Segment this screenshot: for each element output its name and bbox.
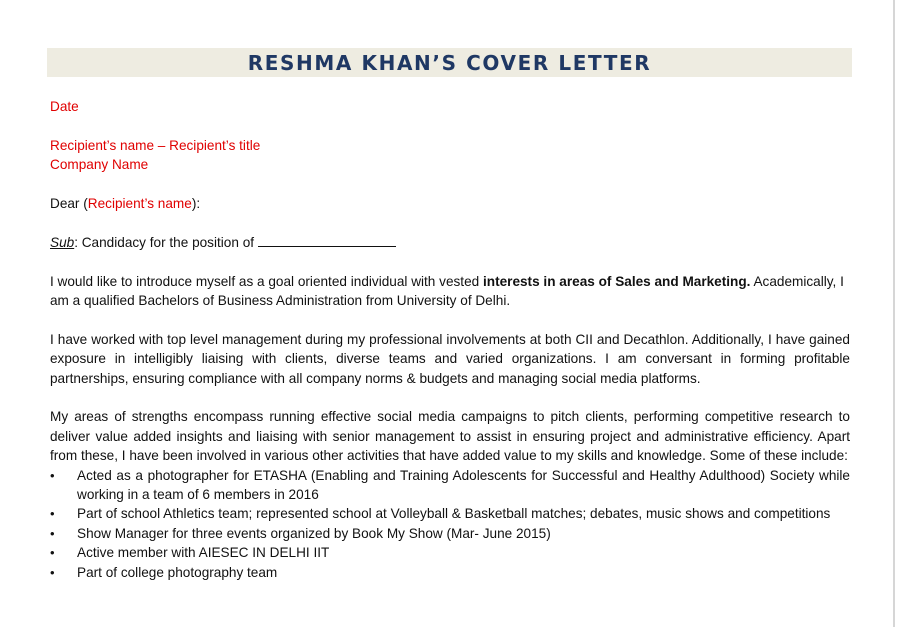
bullet-glyph: • [50, 564, 55, 580]
salutation-prefix: Dear ( [50, 196, 88, 211]
paragraph-intro [50, 272, 850, 311]
list-item-text: Part of school Athletics team; represented school at Volleyball & Basketball matches; debates, music shows and competitions [77, 506, 831, 522]
salutation [50, 194, 850, 213]
salutation-name: Recipient’s name [87, 196, 192, 211]
spacer [50, 388, 850, 407]
bullet-glyph: • [50, 467, 55, 483]
list-item [50, 466, 850, 505]
subject-text: : Candidacy for the position of [74, 234, 258, 250]
list-item [50, 504, 850, 523]
subject-label: Sub [50, 234, 75, 250]
activities-list [50, 466, 850, 582]
list-item [50, 524, 850, 543]
list-item-text: Part of college photography team [77, 564, 278, 580]
letter-body [50, 97, 850, 582]
bullet-glyph: • [50, 545, 55, 561]
intro-text: I would like to introduce myself as a goal oriented individual with vested [50, 273, 483, 289]
title-banner [47, 48, 852, 77]
page-edge [893, 0, 895, 627]
recipient-line: Recipient’s name – Recipient’s title [50, 137, 261, 153]
spacer [50, 116, 850, 135]
list-item [50, 543, 850, 562]
intro-bold-text: interests in areas of Sales and Marketing. [482, 273, 751, 289]
spacer [50, 213, 850, 232]
salutation-suffix: ): [191, 196, 201, 211]
list-item-text: Show Manager for three events organized by Book My Show (Mar- June 2015) [77, 525, 551, 541]
intro-text-rest: Academically, I am a qualified Bachelors of Business Administration from University of Delhi. [50, 273, 844, 308]
bullet-glyph: • [50, 506, 55, 522]
subject-line [50, 233, 850, 252]
spacer [50, 252, 850, 271]
paragraph-strengths: My areas of strengths encompass running effective social media campaigns to pitch clients, performing competitive research to deliver value added insights and liaising with senior management to assist in ensuring project and administrative efficiency. Apart from these, I have been involved in various other activities that have added value to my skills and knowledge. Some of these include: [50, 409, 850, 464]
list-item-text: Active member with AIESEC IN DELHI IIT [77, 545, 330, 561]
company-name: Company Name [50, 157, 149, 173]
position-blank [258, 233, 396, 247]
paragraph-experience: I have worked with top level management during my professional involvements at both CII and Decathlon. Additionally, I have gained exposure in intelligibly liaising with clients, diverse teams and varied organizations. I am conversant in forming profitable partnerships, ensuring compliance with all company norms & budgets and managing social media platforms. [50, 331, 850, 386]
date-placeholder: Date [50, 99, 79, 114]
page-title: RESHMA KHAN’S COVER LETTER [247, 50, 652, 75]
list-item-text: Acted as a photographer for ETASHA (Enabling and Training Adolescents for Successful and Healthy Adulthood) Society while working in a team of 6 members in 2016 [77, 467, 850, 503]
list-item [50, 563, 850, 582]
spacer [50, 310, 850, 329]
spacer [50, 175, 850, 194]
bullet-glyph: • [50, 525, 55, 541]
